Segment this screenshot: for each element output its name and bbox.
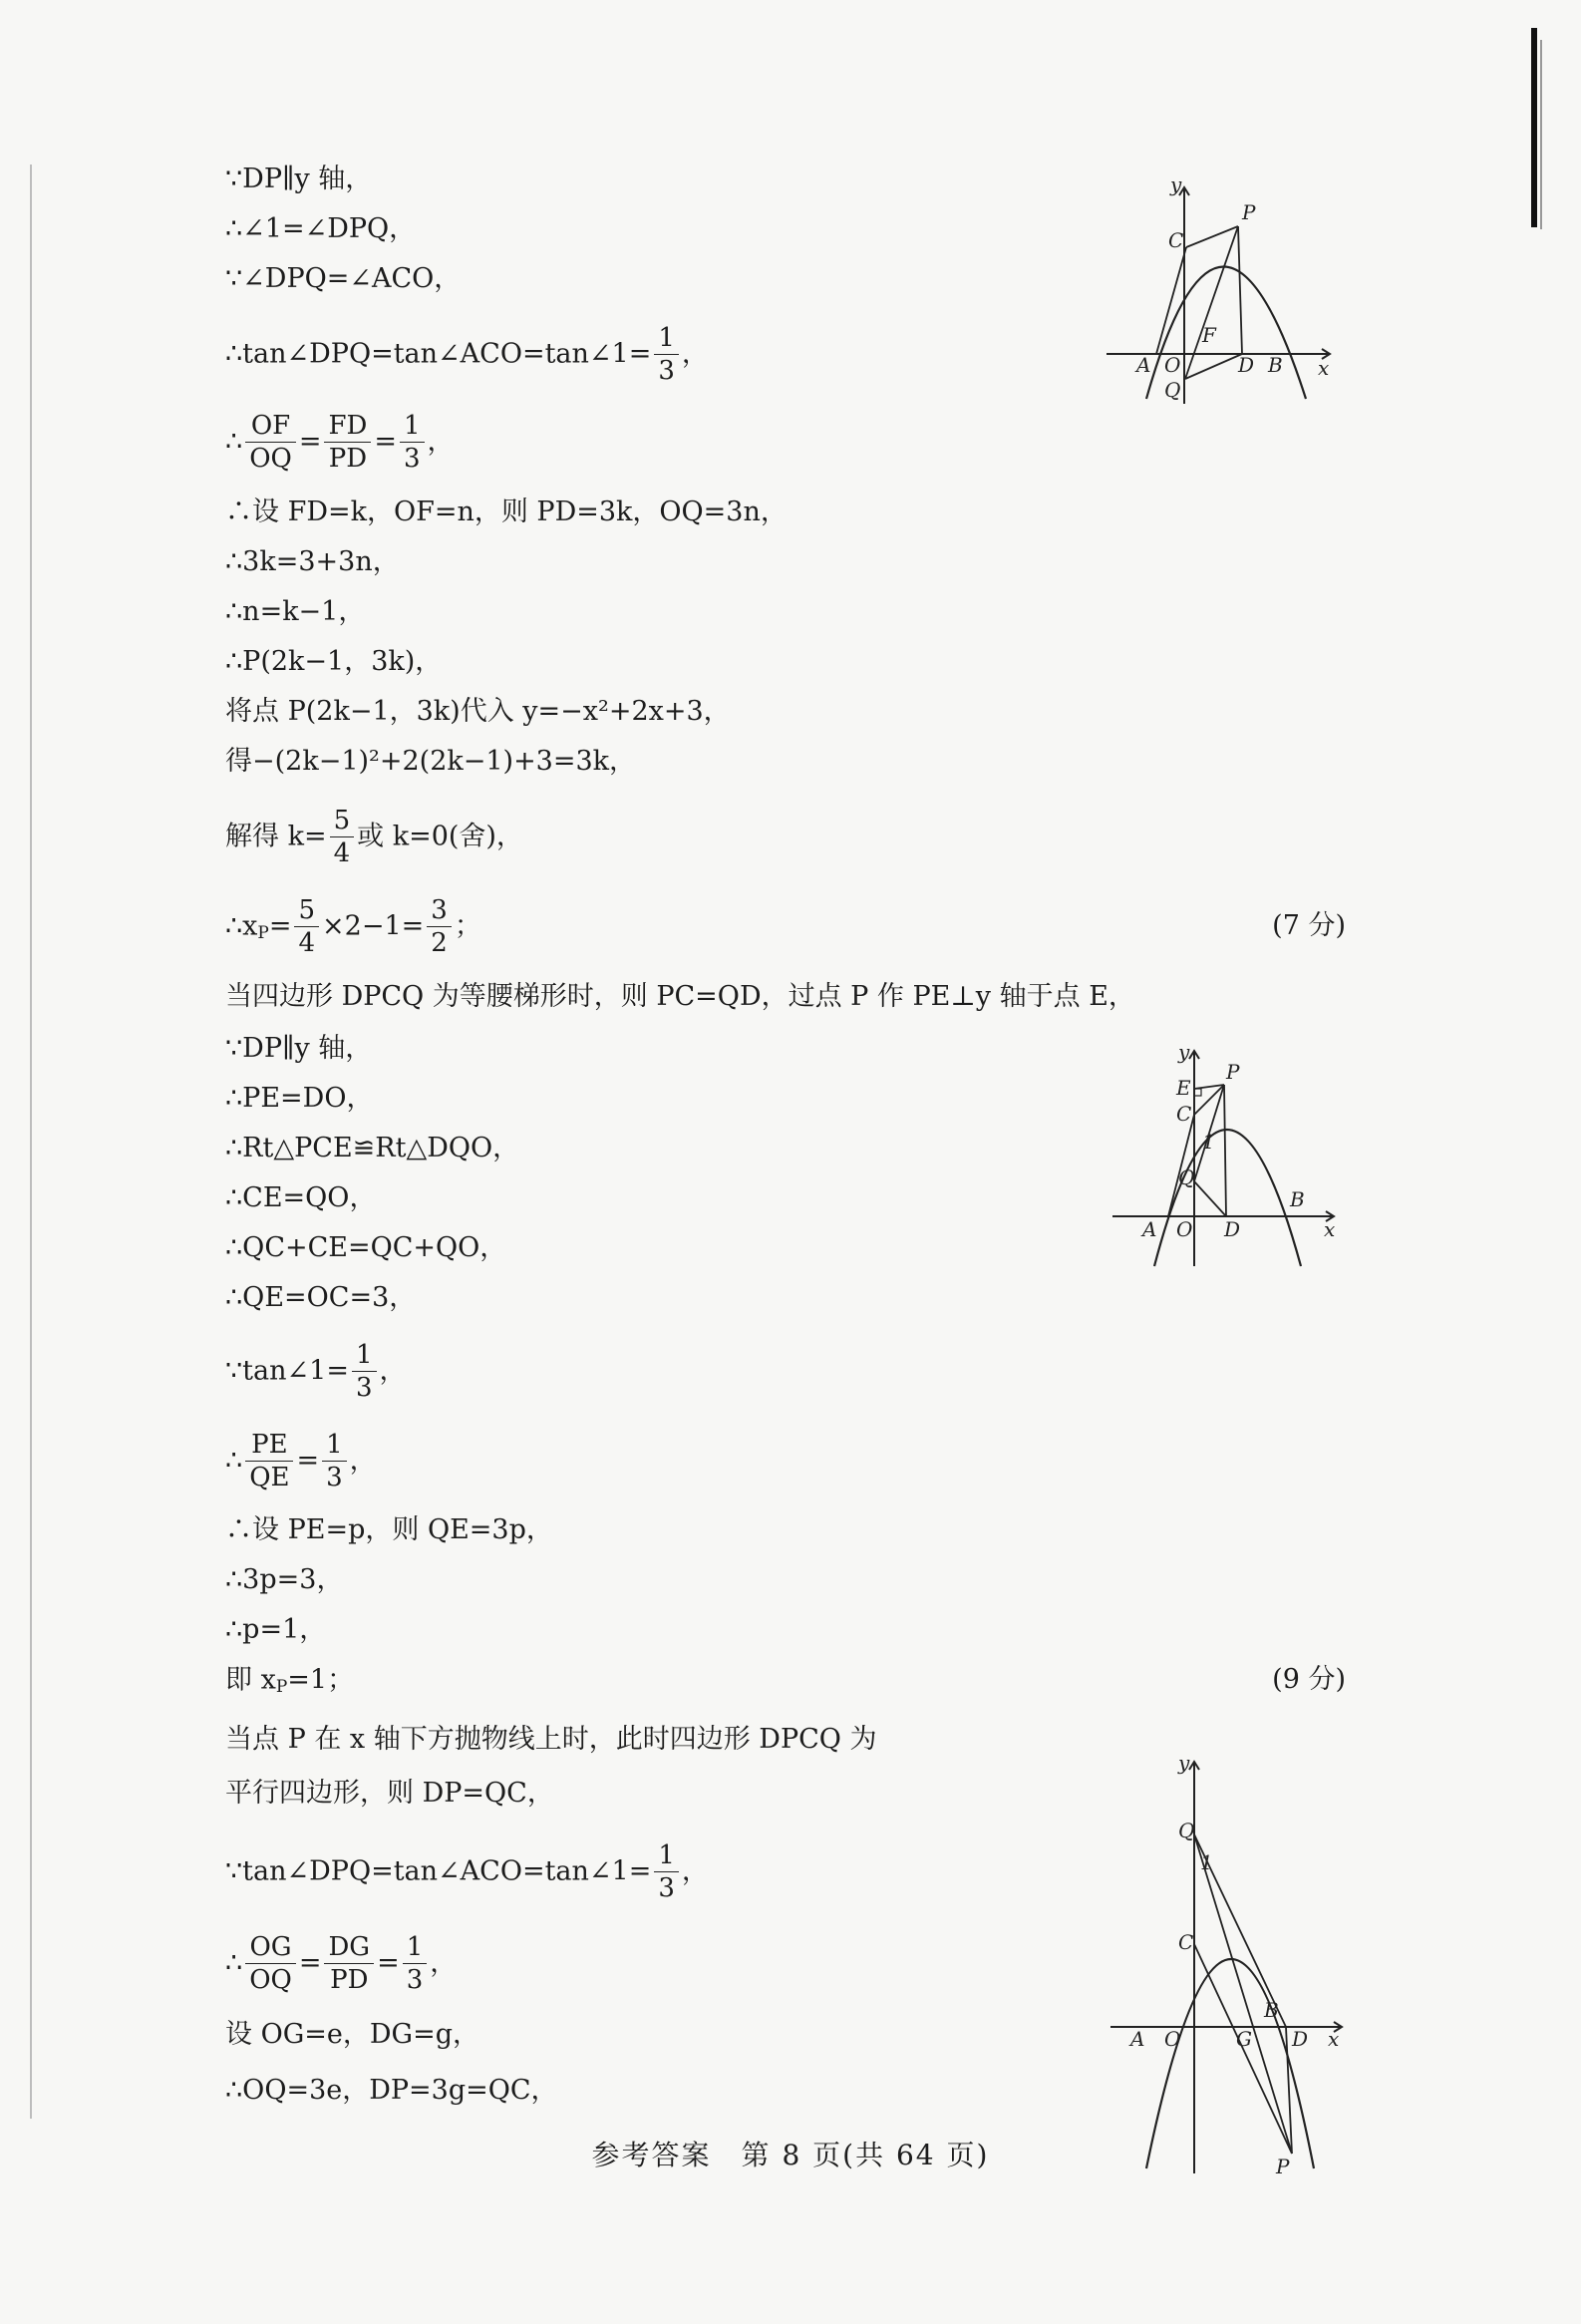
- fig1-label: y: [1170, 172, 1182, 196]
- fig2-label: O: [1176, 1217, 1193, 1241]
- fig2-label: Q: [1178, 1165, 1195, 1189]
- fig1-label: A: [1136, 353, 1151, 377]
- solution-line: ∴ $\frac{OG}{OQ}$ = $\frac{DG}{PD}$ = $\frac{1}{3}$ ，: [225, 1932, 458, 1995]
- segment-pd: [1224, 1085, 1226, 1216]
- fraction: $\frac{5}{4}$: [294, 894, 319, 959]
- fraction: $\frac{1}{3}$: [654, 322, 679, 387]
- solution-line: ∵DP∥y 轴，: [225, 1033, 373, 1064]
- segment-qd: [1185, 354, 1242, 379]
- fig2-label: 1: [1202, 1130, 1215, 1154]
- fig3-label: G: [1236, 2027, 1252, 2051]
- parabola-figure-3: [1107, 1750, 1356, 2178]
- fig2-label: E: [1176, 1076, 1191, 1100]
- fraction: $\frac{FD}{PD}$: [324, 410, 371, 475]
- solution-line: ∴设 PE=p，则 QE=3p，: [225, 1514, 553, 1545]
- fig2-label: y: [1178, 1040, 1190, 1064]
- scan-edge-mark: [1531, 28, 1537, 227]
- fraction: $\frac{OF}{OQ}$: [245, 410, 296, 475]
- solution-line: ∴QE=OC=3，: [225, 1282, 417, 1313]
- solution-line: 即 $x_P=1$；: [225, 1664, 355, 1697]
- fig2-label: x: [1324, 1217, 1336, 1241]
- fig3-label: x: [1328, 2027, 1340, 2051]
- solution-line: 解得 k= $\frac{5}{4}$ 或 k=0(舍)，: [225, 806, 523, 868]
- fraction: $\frac{1}{3}$: [352, 1339, 377, 1404]
- solution-line: ∴Rt△PCE≌Rt△DQO，: [225, 1133, 520, 1163]
- solution-line: 得−(2k−1)²+2(2k−1)+3=3k，: [225, 746, 637, 777]
- solution-line: 当四边形 DPCQ 为等腰梯形时，则 PC=QD，过点 P 作 PE⊥y 轴于点 E，: [225, 981, 1135, 1012]
- score-mark: (9 分): [1272, 1664, 1346, 1695]
- solution-line: ∴CE=QO，: [225, 1182, 377, 1213]
- fig1-label: P: [1242, 200, 1256, 224]
- solution-line: ∴p=1，: [225, 1614, 327, 1645]
- fraction: $\frac{1}{3}$: [400, 410, 425, 475]
- fig3-label: B: [1264, 1998, 1279, 2022]
- fraction: $\frac{5}{4}$: [330, 805, 355, 869]
- fig2-label: A: [1142, 1217, 1157, 1241]
- parabola-figure-2: [1107, 1037, 1356, 1276]
- scan-edge-mark-2: [1540, 40, 1542, 229]
- solution-line: ∴ $\frac{PE}{QE}$ = $\frac{1}{3}$ ，: [225, 1430, 377, 1493]
- solution-line: ∵DP∥y 轴，: [225, 164, 373, 194]
- segment-cp: [1186, 226, 1238, 247]
- solution-line: ∴ $\frac{OF}{OQ}$ = $\frac{FD}{PD}$ = $\frac{1}{3}$ ，: [225, 411, 455, 474]
- fig1-label: x: [1318, 356, 1330, 380]
- fig3-label: O: [1164, 2027, 1181, 2051]
- fig3-label: D: [1292, 2027, 1309, 2051]
- parabola-curve: [1154, 1130, 1301, 1266]
- fig3-label: P: [1276, 2155, 1290, 2178]
- solution-line: ∴n=k−1，: [225, 596, 366, 627]
- fig1-label: Q: [1164, 378, 1181, 402]
- fig3-label: 1: [1200, 1850, 1213, 1874]
- score-mark: (7 分): [1272, 910, 1346, 941]
- segment-pd: [1238, 226, 1242, 354]
- solution-line: ∴P(2k−1，3k)，: [225, 646, 443, 677]
- fig2-label: P: [1226, 1060, 1240, 1084]
- fraction: $\frac{1}{3}$: [654, 1839, 679, 1904]
- fig3-label: C: [1178, 1930, 1194, 1954]
- solution-line: $\therefore x_P=$ $\frac{5}{4}$ ×2−1= $\frac{3}{2}$ ；: [225, 895, 481, 958]
- fig2-label: C: [1176, 1102, 1192, 1126]
- solution-line: ∴3p=3，: [225, 1564, 344, 1595]
- fig3-label: Q: [1178, 1819, 1195, 1842]
- fig1-label: F: [1202, 323, 1216, 347]
- segment-qd: [1194, 1181, 1226, 1216]
- solution-line: ∴OQ=3e，DP=3g=QC，: [225, 2075, 558, 2106]
- fig3-label: y: [1178, 1751, 1190, 1775]
- fraction: $\frac{DG}{PD}$: [324, 1931, 374, 1996]
- fig2-label: B: [1290, 1187, 1305, 1211]
- fig2-label: D: [1224, 1217, 1241, 1241]
- solution-line: ∴∠1=∠DPQ，: [225, 213, 417, 244]
- solution-line: ∴设 FD=k，OF=n，则 PD=3k，OQ=3n，: [225, 497, 788, 527]
- segment-pq: [1185, 226, 1238, 379]
- binding-margin-line: [30, 165, 32, 2119]
- fraction: $\frac{PE}{QE}$: [245, 1429, 293, 1494]
- parabola-figure-1: [1097, 169, 1356, 409]
- solution-line: 设 OG=e，DG=g，: [225, 2019, 480, 2050]
- fraction: $\frac{OG}{OQ}$: [245, 1931, 296, 1996]
- solution-line: 当点 P 在 x 轴下方抛物线上时，此时四边形 DPCQ 为: [225, 1724, 877, 1755]
- solution-line: ∵tan∠1= $\frac{1}{3}$ ，: [225, 1340, 407, 1403]
- fraction: $\frac{1}{3}$: [322, 1429, 347, 1494]
- solution-line: 平行四边形，则 DP=QC，: [225, 1778, 554, 1809]
- solution-line: ∴QC+CE=QC+QO，: [225, 1232, 507, 1263]
- solution-line: ∴PE=DO，: [225, 1083, 374, 1114]
- fraction: $\frac{3}{2}$: [427, 894, 452, 959]
- fig1-label: C: [1168, 228, 1184, 252]
- fig1-label: O: [1164, 353, 1181, 377]
- solution-line: 将点 P(2k−1，3k)代入 y=−x²+2x+3，: [225, 696, 731, 727]
- solution-line: ∵tan∠DPQ=tan∠ACO=tan∠1= $\frac{1}{3}$ ，: [225, 1840, 709, 1903]
- solution-line: ∴3k=3+3n，: [225, 546, 400, 577]
- segment-ac: [1156, 247, 1186, 354]
- right-angle-mark: [1194, 1089, 1201, 1096]
- solution-line: ∴tan∠DPQ=tan∠ACO=tan∠1= $\frac{1}{3}$ ，: [225, 323, 709, 386]
- page-footer: 参考答案 第 8 页(共 64 页): [591, 2139, 990, 2171]
- fig1-label: B: [1268, 353, 1283, 377]
- solution-line: ∵∠DPQ=∠ACO，: [225, 263, 462, 294]
- segment-qp: [1194, 1834, 1292, 2154]
- fig3-label: A: [1130, 2027, 1145, 2051]
- fig1-label: D: [1238, 353, 1255, 377]
- fraction: $\frac{1}{3}$: [403, 1931, 428, 1996]
